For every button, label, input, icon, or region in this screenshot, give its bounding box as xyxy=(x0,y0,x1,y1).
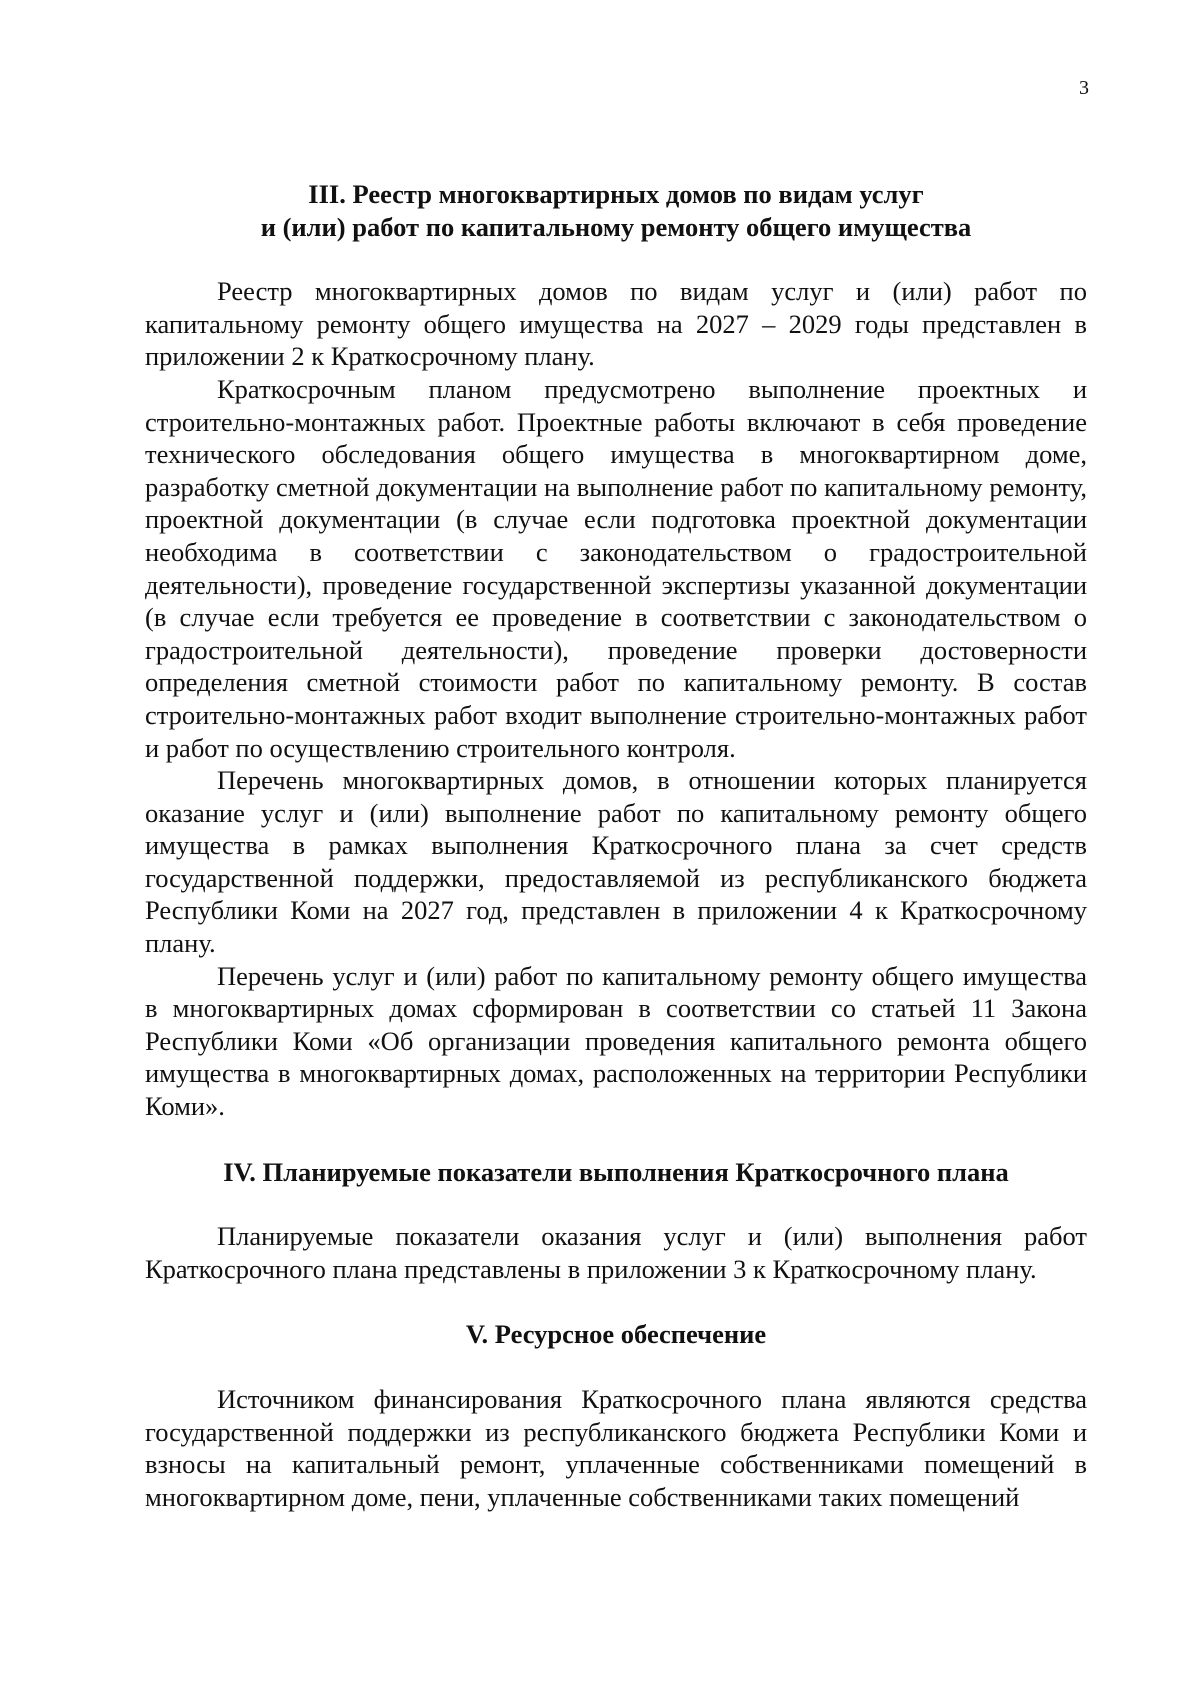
spacer xyxy=(145,1188,1087,1220)
section-5-heading: V. Ресурсное обеспечение xyxy=(465,1319,767,1350)
section-3-paragraph-1: Реестр многоквартирных домов по видам услуг и (или) работ по капитальному ремонту общего имущества на 2027 – 2029 годы представлен в приложении 2 к Краткосрочному плану. xyxy=(145,276,1087,372)
spacer xyxy=(145,243,1087,275)
spacer xyxy=(145,1123,1087,1156)
section-3-paragraph-4: Перечень услуг и (или) работ по капитальному ремонту общего имущества в многоквартирных домах сформирован в соответствии со статьей 11 Закона Республики Коми «Об организации проведения капитального ремонта общего имущества в многоквартирных домах, расположенных на территории Республики Коми». xyxy=(145,960,1087,1122)
page-number: 3 xyxy=(1079,77,1089,99)
section-4-heading: IV. Планируемые показатели выполнения Краткосрочного плана xyxy=(223,1156,1009,1187)
document-body xyxy=(145,178,1087,1513)
section-5-paragraph-1: Источником финансирования Краткосрочного плана являются средства государственной поддержки из республиканского бюджета Республики Коми и взносы на капитальный ремонт, уплаченные собственниками помещений в многоквартирном доме, пени, уплаченные собственниками таких помещений xyxy=(145,1384,1087,1512)
section-3-heading-line-1: III. Реестр многоквартирных домов по видам услуг xyxy=(308,179,924,209)
section-3-heading xyxy=(145,178,1087,243)
section-3-paragraph-2: Краткосрочным планом предусмотрено выполнение проектных и строительно-монтажных работ. Проектные работы включают в себя проведение технического обследования общего имущества в многоквартирном доме, разработку сметной документации на выполнение работ по капитальному ремонту, проектной документации (в случае если подготовка проектной документации необходима в соответствии с законодательством о градостроительной деятельности), проведение государственной экспертизы указанной документации (в случае если требуется ее проведение в соответствии с законодательством о градостроительной деятельности), проведение проверки достоверности определения сметной стоимости работ по капитальному ремонту. В состав строительно-монтажных работ входит выполнение строительно-монтажных работ и работ по осуществлению строительного контроля. xyxy=(145,373,1087,763)
spacer xyxy=(145,1285,1087,1318)
spacer xyxy=(145,1351,1087,1383)
section-4-paragraph-1: Планируемые показатели оказания услуг и (или) выполнения работ Краткосрочного плана представлены в приложении 3 к Краткосрочному плану. xyxy=(145,1221,1087,1284)
section-3-heading-line-2: и (или) работ по капитальному ремонту общего имущества xyxy=(260,211,972,242)
section-3-paragraph-3: Перечень многоквартирных домов, в отношении которых планируется оказание услуг и (или) выполнение работ по капитальному ремонту общего имущества в рамках выполнения Краткосрочного плана за счет средств государственной поддержки, предоставляемой из республиканского бюджета Республики Коми на 2027 год, представлен в приложении 4 к Краткосрочному плану. xyxy=(145,765,1087,959)
